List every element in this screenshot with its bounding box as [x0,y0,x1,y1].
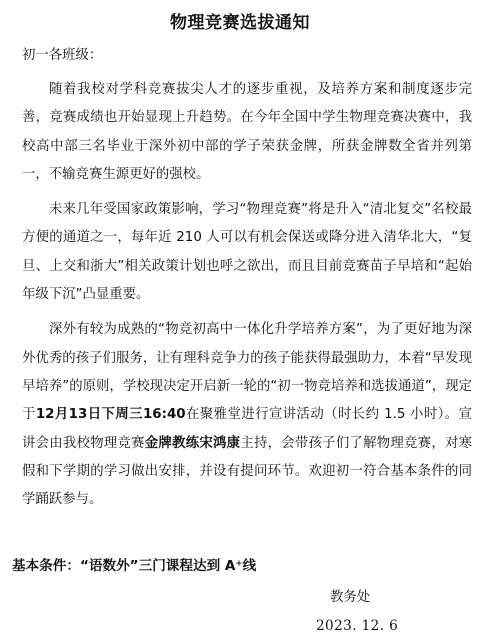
event-text-3: 主持，会带孩子们了解物理竞赛，对寒假和下学期的学习做出安排，并设有提问环节。欢迎初一符合基本条件的同学踊跃参与。 [22,435,473,508]
paragraph-event [22,316,472,514]
issue-date: 2023. 12. 6 [316,618,399,634]
event-text-2: 在聚雅堂进行宣讲活动（时长约 1.5 小时）。宣讲会由我校物理竞赛 [22,407,472,451]
event-time: 12月13日下周三16:40 [35,407,186,423]
paragraph-policy: 未来几年受国家政策影响，学习“物理竞赛”将是升入“清北复交”名校最方便的通道之一，每年近 210 人可以有机会保送或降分进入清华北大，“复旦、上交和浙大”相关政策计划也呼之欲出，而且目前竞赛苗子早培和“起始年级下沉”凸显重要。 [22,202,472,303]
basic-conditions: 基本条件：“语数外”三门课程达到 A⁺线 [12,558,257,574]
issuer-signature: 教务处 [330,590,371,605]
paragraph-progress: 随着我校对学科竞赛拔尖人才的逐步重视，及培养方案和制度逐步完善，竞赛成绩也开始显现上升趋势。在今年全国中学生物理竞赛决赛中，我校高中部三名毕业于深外初中部的学子荣获金牌，所获金牌数全省并列第一，不输竞赛生源更好的强校。 [22,82,472,182]
event-text-1: 深外有较为成熟的“物竞初高中一体化升学培养方案”，为了更好地为深外优秀的孩子们服务，让有理科竞争力的孩子能获得最强助力，本着“早发现早培养”的原则，学校现决定开启新一轮的“初一物竞培养和选拔通道”，现定于 [22,322,472,423]
notice-body [22,76,472,521]
document-title: 物理竞赛选拔通知 [170,13,310,33]
coach-name: 金牌教练宋鸿康 [144,435,241,451]
salutation: 初一各班级： [22,48,103,63]
